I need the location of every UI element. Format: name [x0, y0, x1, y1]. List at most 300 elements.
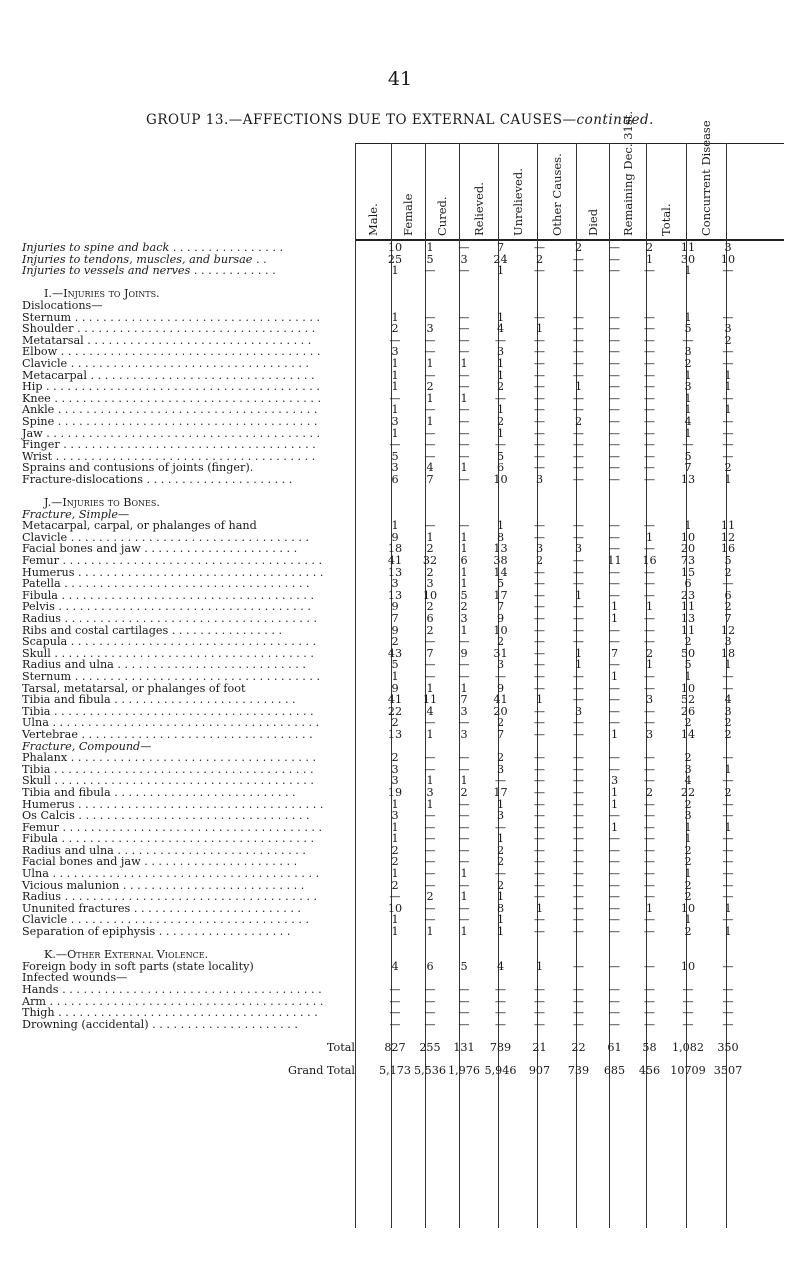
cell: 2: [724, 785, 732, 799]
cell: —: [682, 983, 694, 996]
cell: 1: [391, 403, 399, 417]
cell: 22: [387, 704, 403, 718]
leader-dots: . . . . . . . . . . . . . . . . . . . . . . . . . . . . . . . . . . . . .: [57, 345, 321, 359]
cell: 1: [535, 322, 544, 336]
cell: 1: [610, 820, 619, 834]
cell: 6: [724, 588, 732, 602]
cell: —: [608, 530, 621, 544]
cell: —: [533, 855, 546, 869]
cell: 9: [391, 623, 399, 637]
row-label-text: Fracture, Compound—: [22, 739, 152, 753]
cell: —: [533, 890, 546, 904]
column-header: [459, 148, 498, 236]
row-label-text: Tibia: [22, 762, 51, 776]
cell: —: [722, 843, 734, 857]
cell: —: [533, 809, 546, 823]
cell: 2: [391, 855, 399, 869]
cell: 3: [391, 461, 399, 475]
cell: —: [643, 391, 656, 405]
cell: —: [608, 843, 621, 857]
cell: [598, 497, 631, 509]
cell: —: [533, 658, 546, 672]
cell: 30: [680, 252, 696, 266]
cell: 43: [387, 646, 403, 660]
cell: —: [722, 797, 734, 811]
cell: 1: [535, 959, 544, 973]
leader-dots: . . . . . . . . . . . . . . . . . . . . . . . . . . . . . . . . . . . . . . .: [42, 380, 320, 394]
row-label-text: Metatarsal: [22, 333, 84, 347]
cell: 3: [645, 727, 654, 741]
cell: —: [572, 1006, 585, 1020]
cell: 2: [684, 890, 692, 904]
cell: —: [389, 994, 401, 1008]
cell: —: [533, 716, 546, 730]
cell: —: [643, 669, 656, 683]
cell: 10: [422, 588, 438, 602]
cell: —: [533, 774, 546, 788]
cell: —: [424, 345, 436, 359]
row-label: [22, 1065, 377, 1077]
row-label-text: Radius and ulna: [22, 658, 114, 672]
cell: —: [389, 391, 401, 405]
cell: —: [533, 600, 546, 614]
cell: —: [458, 901, 470, 915]
cell: —: [572, 983, 585, 996]
cell: —: [458, 472, 470, 486]
leader-dots: . . . . . . . . . . . . . . . . . . . . . . . . . . . . . . . . . . . . .: [54, 1006, 318, 1020]
cell: —: [682, 1017, 694, 1031]
row-label-text: Vertebrae: [22, 727, 78, 741]
cell: 1: [426, 241, 434, 254]
cell: —: [458, 716, 470, 730]
row-label-text: Radius and ulna: [22, 843, 114, 857]
cell: —: [643, 855, 656, 869]
cell: —: [533, 751, 546, 765]
cell: —: [722, 438, 734, 452]
row-label-text: Femur: [22, 820, 59, 834]
cell: 10: [387, 241, 403, 254]
cell: —: [608, 751, 621, 765]
cell: 1: [496, 797, 505, 811]
cell: 1: [496, 426, 505, 440]
cell: —: [682, 438, 694, 452]
cell: 3: [460, 704, 468, 718]
leader-dots: . . . . . . . . . . . . . . . . . . .: [155, 925, 291, 939]
cell: —: [424, 449, 436, 463]
cell: 3: [391, 414, 399, 428]
cell: 9: [496, 612, 505, 625]
row-label-text: Finger: [22, 438, 60, 452]
cell: —: [572, 843, 585, 857]
cell: —: [572, 333, 585, 347]
cell: —: [722, 751, 734, 765]
cell: —: [722, 832, 734, 846]
cell: 6: [426, 612, 434, 625]
cell: 1: [724, 368, 732, 382]
row-label-text: Foreign body in soft parts (state locality): [22, 959, 254, 973]
cell: —: [608, 356, 621, 370]
cell: —: [533, 1006, 546, 1020]
cell: 1: [426, 774, 434, 788]
cell: 1: [391, 310, 399, 324]
row-label-text: Skull: [22, 774, 51, 788]
cell: —: [608, 461, 621, 475]
cell: —: [458, 310, 470, 324]
cell: 10: [680, 681, 696, 695]
cell: 1: [496, 403, 505, 417]
cell: 1: [460, 577, 468, 591]
cell: —: [643, 310, 656, 324]
cell: —: [572, 426, 585, 440]
cell: —: [643, 461, 656, 475]
cell: —: [722, 959, 734, 973]
cell: —: [643, 322, 656, 336]
cell: —: [494, 1017, 507, 1031]
cell: —: [494, 774, 507, 788]
cell: 1: [426, 681, 434, 695]
leader-dots: . . . . . . . . . . . . . . . . . . . . . . . . . . . . . . . . . . . .: [59, 438, 316, 452]
cell: —: [722, 264, 734, 278]
cell: 827: [384, 1040, 406, 1054]
cell: —: [424, 809, 436, 823]
cell: 38: [493, 554, 508, 568]
cell: —: [424, 426, 436, 440]
cell: —: [608, 264, 621, 278]
cell: —: [533, 704, 546, 718]
cell: 8: [496, 530, 505, 544]
cell: 3: [724, 322, 732, 336]
cell: —: [722, 414, 734, 428]
cell: —: [608, 994, 621, 1008]
cell: —: [572, 345, 585, 359]
cell: 1: [724, 380, 732, 394]
cell: [413, 300, 447, 312]
cell: 3: [391, 774, 399, 788]
cell: 12: [720, 530, 736, 544]
cell: 1: [684, 867, 692, 881]
leader-dots: . . . . . . . . . . . . . . . . . . . . . . . . . . . . . . . .: [86, 368, 315, 382]
cell: —: [424, 843, 436, 857]
cell: 1: [724, 658, 732, 672]
cell: 3: [684, 380, 692, 394]
table-title-suffix: continued.: [576, 112, 654, 128]
cell: 1: [684, 368, 692, 382]
cell: —: [533, 345, 546, 359]
cell: —: [533, 1017, 546, 1031]
cell: —: [458, 809, 470, 823]
cell: 2: [496, 878, 505, 892]
cell: —: [458, 438, 470, 452]
cell: —: [722, 345, 734, 359]
cell: 5: [460, 588, 468, 602]
cell: —: [572, 577, 585, 591]
cell: 73: [680, 554, 696, 568]
cell: —: [494, 867, 507, 881]
column-header: [686, 120, 726, 236]
cell: —: [572, 530, 585, 544]
cell: —: [643, 623, 656, 637]
cell: 17: [493, 785, 508, 799]
cell: —: [458, 380, 470, 394]
cell: —: [682, 994, 694, 1008]
row-label-text: Radius: [22, 612, 62, 625]
cell: 2: [496, 855, 505, 869]
leader-dots: . . . . . . . . . . . . . . . . . . . . .: [142, 472, 293, 486]
cell: —: [608, 438, 621, 452]
leader-dots: . . . . . . . . . . . . . . . . . . . . . . . . . . . . . . . . . .: [67, 530, 309, 544]
cell: 1: [460, 623, 468, 637]
cell: 2: [684, 356, 692, 370]
cell: —: [458, 820, 470, 834]
cell: —: [608, 414, 621, 428]
cell: —: [608, 1017, 621, 1031]
cell: 13: [387, 588, 403, 602]
cell: 2: [645, 785, 654, 799]
cell: [481, 288, 520, 300]
leader-dots: . . . . . . . . . . . . . . . . . . . . . . . . . . . . . . . . . .: [73, 322, 316, 336]
cell: —: [533, 403, 546, 417]
cell: —: [533, 727, 546, 741]
cell: —: [572, 855, 585, 869]
cell: —: [608, 391, 621, 405]
cell: 7: [724, 612, 732, 625]
cell: 5: [724, 554, 732, 568]
cell: 5: [391, 658, 399, 672]
cell: —: [643, 959, 656, 973]
cell: 4: [684, 774, 692, 788]
cell: —: [572, 901, 585, 915]
cell: 58: [642, 1040, 657, 1054]
cell: —: [424, 635, 436, 649]
cell: —: [458, 403, 470, 417]
cell: —: [458, 333, 470, 347]
row-label-text: Scapula: [22, 635, 68, 649]
cell: 2: [426, 623, 434, 637]
cell: —: [608, 449, 621, 463]
cell: [598, 288, 631, 300]
cell: 1: [684, 426, 692, 440]
cell: [668, 288, 708, 300]
cell: 739: [567, 1064, 590, 1078]
cell: 4: [391, 959, 399, 973]
cell: —: [389, 1006, 401, 1020]
cell: 1: [391, 519, 399, 533]
cell: —: [533, 449, 546, 463]
cell: —: [458, 368, 470, 382]
cell: —: [572, 1017, 585, 1031]
cell: 9: [391, 530, 399, 544]
cell: —: [424, 519, 436, 533]
column-header-label: Died: [585, 208, 600, 236]
cell: 1: [460, 774, 468, 788]
cell: —: [608, 241, 621, 254]
cell: 1: [460, 356, 468, 370]
cell: —: [643, 542, 656, 556]
cell: 41: [387, 554, 403, 568]
cell: 1: [391, 380, 399, 394]
cell: —: [643, 751, 656, 765]
cell: —: [608, 426, 621, 440]
cell: 1: [391, 264, 399, 278]
column-header-label: Concurrent Disease: [699, 120, 713, 236]
cell: 5: [496, 449, 505, 463]
cell: 9: [391, 600, 399, 614]
cell: —: [572, 356, 585, 370]
cell: 11: [680, 241, 696, 254]
cell: [708, 497, 748, 509]
cell: [447, 288, 481, 300]
cell: —: [533, 797, 546, 811]
cell: 9: [460, 646, 468, 660]
cell: 2: [724, 600, 732, 614]
row-label-text: Clavicle: [22, 530, 68, 544]
cell: —: [572, 461, 585, 475]
cell: 1: [460, 461, 468, 475]
cell: —: [572, 878, 585, 892]
cell: —: [722, 983, 734, 996]
cell: 2: [645, 646, 654, 660]
row-label-text: Fibula: [22, 588, 58, 602]
cell: —: [643, 635, 656, 649]
row-label-text: Pelvis: [22, 600, 55, 614]
cell: —: [643, 681, 656, 695]
cell: 3: [391, 762, 399, 776]
cell: —: [608, 809, 621, 823]
row-label-text: Injuries to spine and back: [22, 241, 170, 254]
cell: —: [572, 820, 585, 834]
cell: —: [608, 704, 621, 718]
cell: 2: [645, 241, 654, 254]
cell: 1: [391, 925, 399, 939]
column-header-label: Relieved.: [471, 182, 486, 236]
cell: —: [572, 693, 585, 707]
cell: 2: [724, 565, 732, 579]
leader-dots: . . . . . . . . . . . .: [190, 264, 276, 278]
cell: —: [608, 890, 621, 904]
cell: 3: [391, 577, 399, 591]
cell: —: [458, 669, 470, 683]
cell: 1: [460, 681, 468, 695]
cell: 20: [680, 542, 696, 556]
cell: —: [722, 356, 734, 370]
row-label-text: Tibia and fibula: [22, 785, 111, 799]
cell: 6: [460, 554, 468, 568]
cell: 2: [574, 414, 583, 428]
cell: —: [608, 588, 621, 602]
cell: —: [424, 1006, 436, 1020]
cell: [631, 497, 668, 509]
cell: 23: [680, 588, 696, 602]
row-label-text: Humerus: [22, 797, 75, 811]
cell: 2: [535, 252, 544, 266]
cell: —: [643, 832, 656, 846]
cell: —: [424, 983, 436, 996]
cell: —: [643, 588, 656, 602]
cell: [413, 497, 447, 509]
cell: —: [608, 762, 621, 776]
cell: —: [608, 542, 621, 556]
cell: [668, 300, 708, 312]
cell: 3: [496, 658, 505, 672]
row-label-text: Ulna: [22, 867, 49, 881]
cell: 1: [426, 797, 434, 811]
cell: 3: [496, 762, 505, 776]
cell: —: [424, 855, 436, 869]
cell: 6: [426, 959, 434, 973]
cell: 21: [532, 1040, 547, 1054]
cell: 20: [493, 704, 508, 718]
row-label-text: Facial bones and jaw: [22, 855, 141, 869]
cell: —: [458, 345, 470, 359]
cell: 1: [724, 925, 732, 939]
cell: —: [643, 380, 656, 394]
cell: —: [722, 913, 734, 927]
cell: —: [572, 449, 585, 463]
cell: 7: [610, 646, 619, 660]
cell: 4: [684, 414, 692, 428]
cell: —: [608, 565, 621, 579]
cell: —: [458, 855, 470, 869]
cell: 7: [426, 472, 434, 486]
cell: 2: [574, 241, 583, 254]
cell: 2: [391, 716, 399, 730]
cell: —: [643, 519, 656, 533]
cell: 1: [460, 867, 468, 881]
cell: 18: [387, 542, 403, 556]
cell: —: [572, 959, 585, 973]
cell: 1: [535, 901, 544, 915]
leader-dots: . . . . . . . . . . . . . . . . . . . . . . . . . . . . . . . . . . .: [71, 669, 321, 683]
cell: 907: [528, 1064, 551, 1078]
cell: 13: [680, 612, 696, 625]
cell: —: [572, 438, 585, 452]
cell: 1: [645, 252, 654, 266]
cell: 1: [574, 380, 583, 394]
cell: 8: [496, 901, 505, 915]
cell: 1: [426, 530, 434, 544]
cell: —: [572, 762, 585, 776]
cell: [668, 497, 708, 509]
cell: 1: [460, 542, 468, 556]
cell: —: [424, 762, 436, 776]
cell: 1: [391, 820, 399, 834]
cell: 11: [680, 600, 696, 614]
cell: 11: [422, 693, 438, 707]
cell: 1: [496, 832, 505, 846]
cell: 3: [426, 785, 434, 799]
cell: —: [533, 241, 546, 254]
cell: 1: [496, 519, 505, 533]
row-label-text: Ununited fractures: [22, 901, 131, 915]
table-row: [22, 926, 748, 938]
cell: 1: [391, 867, 399, 881]
row-label-text: Metacarpal: [22, 368, 87, 382]
cell: —: [572, 600, 585, 614]
cell: —: [533, 867, 546, 881]
cell: 1: [645, 600, 654, 614]
cell: —: [722, 391, 734, 405]
cell: 22: [680, 785, 696, 799]
row-label-text: Thigh: [22, 1006, 55, 1020]
cell: —: [608, 252, 621, 266]
cell: —: [608, 380, 621, 394]
leader-dots: . . . . . . . . . . . . . . . . . . . . . . . . . . .: [113, 843, 306, 857]
cell: —: [533, 878, 546, 892]
cell: —: [608, 959, 621, 973]
cell: 1: [610, 612, 619, 625]
cell: 1: [426, 925, 434, 939]
cell: 18: [720, 646, 736, 660]
